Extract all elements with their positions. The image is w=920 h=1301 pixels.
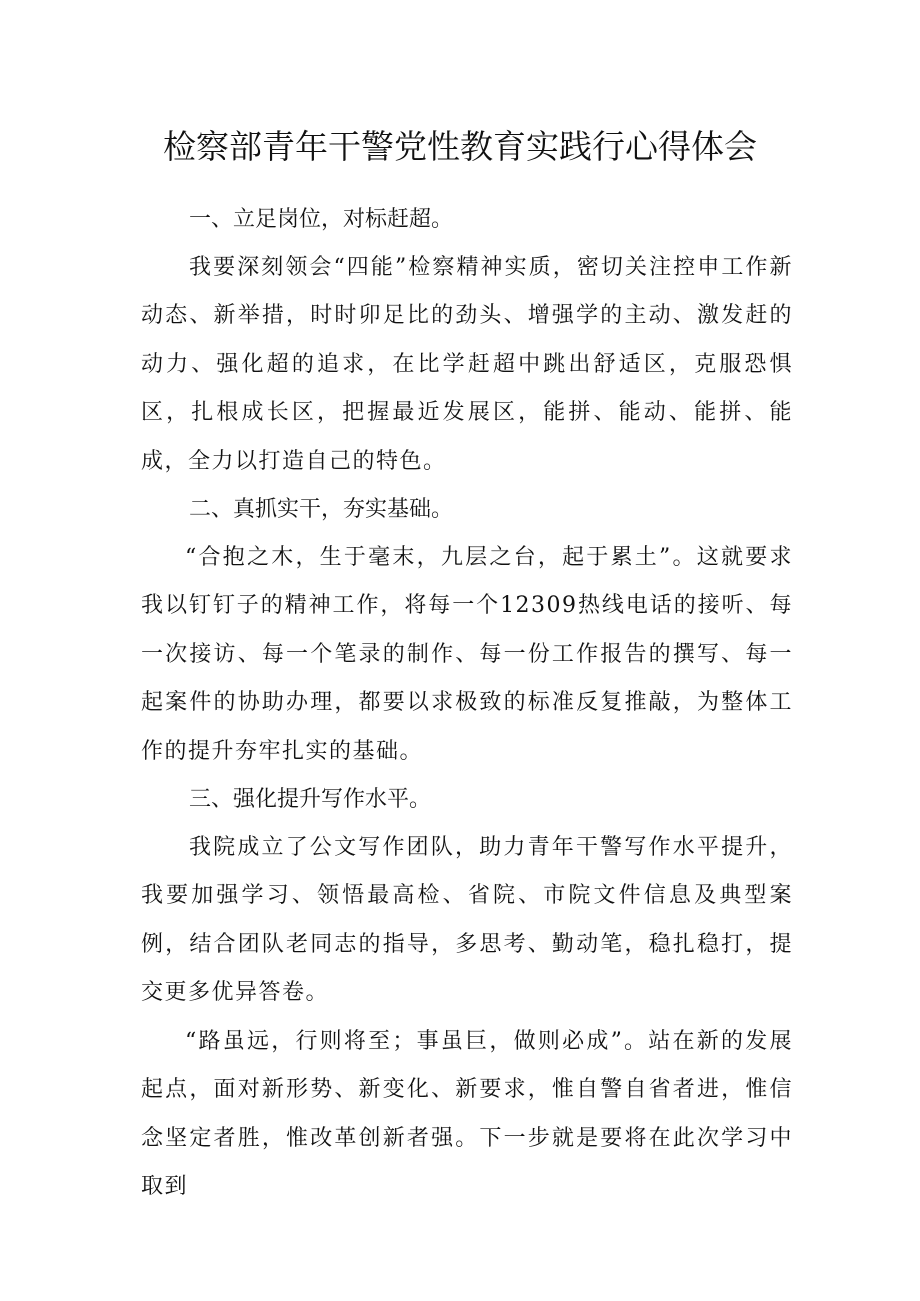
document-body (141, 196, 793, 1211)
section-heading: 一、立足岗位，对标赶超。 (189, 207, 454, 232)
section-1 (141, 196, 793, 486)
paragraph: “路虽远，行则将至；事虽巨，做则必成”。站在新的发展起点，面对新形势、新变化、新要求，惟自警自省者进，惟信念坚定者胜，惟改革创新者强。下一步就是要将在此次学习中取到 (141, 1028, 793, 1199)
paragraph: 我要深刻领会“四能”检察精神实质，密切关注控申工作新动态、新举措，时时卯足比的劲头、增强学的主动、激发赶的动力、强化超的追求，在比学赶超中跳出舒适区，克服恐惧区，扎根成长区，把握最近发展区，能拼、能动、能拼、能成，全力以打造自己的特色。 (141, 255, 793, 474)
section-3 (141, 776, 793, 1211)
paragraph: 我院成立了公文写作团队，助力青年干警写作水平提升，我要加强学习、领悟最高检、省院、市院文件信息及典型案例，结合团队老同志的指导，多思考、勤动笔，稳扎稳打，提交更多优异答卷。 (141, 835, 793, 1006)
document-title: 检察部青年干警党性教育实践行心得体会 (163, 127, 757, 166)
section-heading: 二、真抓实干，夯实基础。 (189, 497, 454, 523)
section-heading: 三、强化提升写作水平。 (189, 787, 432, 813)
paragraph: “合抱之木，生于毫末，九层之台，起于累土”。这就要求我以钉钉子的精神工作，将每一个12309热线电话的接听、每一次接访、每一个笔录的制作、每一份工作报告的撰写、每一起案件的协助办理，都要以求极致的标准反复推敲，为整体工作的提升夯牢扎实的基础。 (141, 545, 793, 764)
section-2 (141, 486, 793, 776)
